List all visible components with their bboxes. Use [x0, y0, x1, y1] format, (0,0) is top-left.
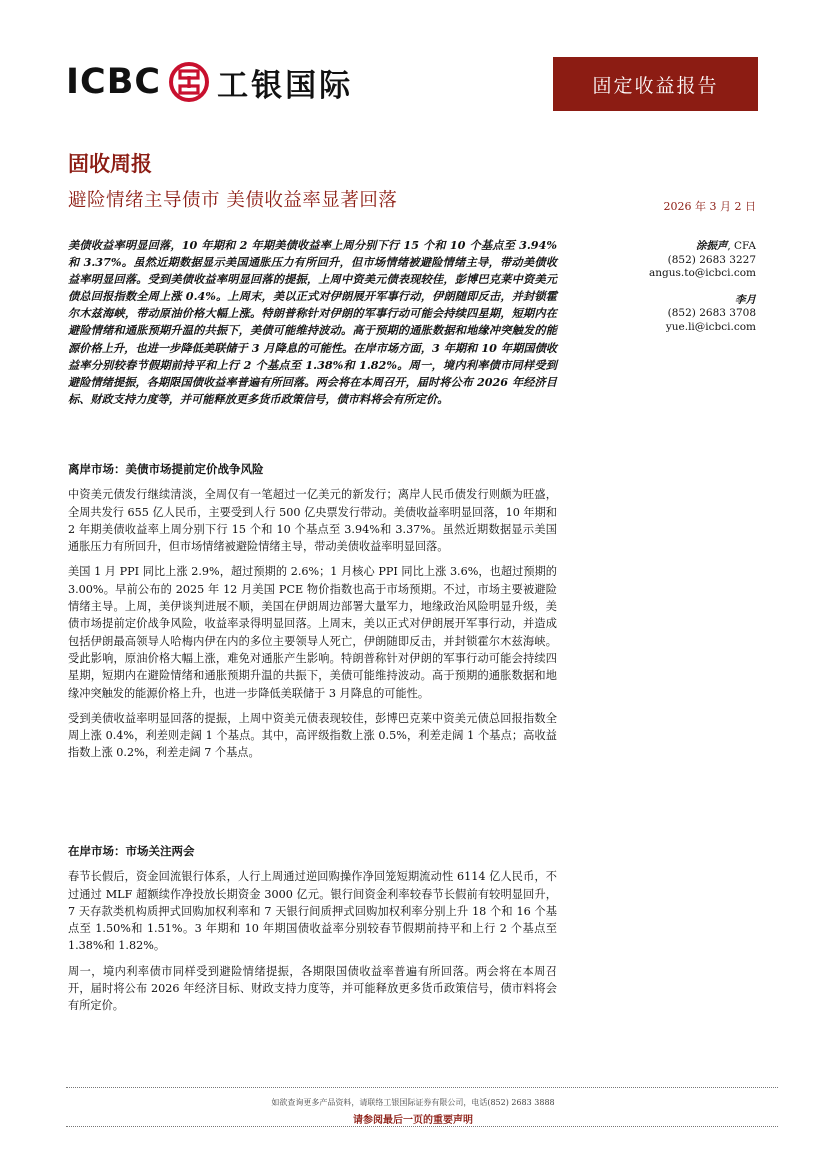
contact-phone: (852) 2683 3227	[667, 253, 756, 266]
analyst-contacts	[649, 240, 756, 347]
footer-disclaimer-link[interactable]: 请参阅最后一页的重要声明	[353, 1115, 473, 1126]
body-paragraph: 周一，境内利率债市同样受到避险情绪提振，各期限国债收益率普遍有所回落。两会将在本周召开，届时将公布 2026 年经济目标、财政支持力度等，并可能释放更多货币政策信号，债市料将会有所定价。	[68, 964, 557, 1013]
body-paragraph: 受到美债收益率明显回落的提振，上周中资美元债表现较佳，彭博巴克莱中资美元债总回报指数全周上涨 0.4%，利差则走阔 1 个基点。其中，高评级指数上涨 0.5%，利差走阔 1 个基点；高收益指数上涨 0.2%，利差走阔 7 个基点。	[68, 711, 557, 760]
body-paragraph: 春节长假后，资金回流银行体系，人行上周通过逆回购操作净回笼短期流动性 6114 亿人民币，不过通过 MLF 超额续作净投放长期资金 3000 亿元。银行间资金利率较春节长假前有较明显回升，7 天存款类机构质押式回购加权利率和 7 天银行间质押式回购加权利率分别上升 18 个和 16 个基点至 1.50%和 1.51%。3 年期和 10 年期国债收益率分别较春节假期前持平和上行 2 个基点至 1.38%和 1.82%。	[68, 870, 557, 953]
logo-text-en: ICBC	[66, 62, 162, 102]
contact-email[interactable]: angus.to@icbci.com	[649, 267, 756, 279]
report-type-badge: 固定收益报告	[553, 57, 758, 111]
footer-contact-info: 如欲查询更多产品资料，请联络工银国际证券有限公司，电话(852) 2683 3888	[271, 1098, 555, 1107]
contact-name: 涂振声	[695, 240, 728, 252]
contact-phone: (852) 2683 3708	[667, 307, 756, 319]
contact-card	[649, 240, 756, 281]
contact-name: 李月	[735, 293, 756, 306]
section-heading: 在岸市场：市场关注两会	[68, 844, 195, 858]
company-logo	[66, 62, 353, 102]
page-subtitle: 避险情绪主导债市 美债收益率显著回落	[68, 190, 398, 211]
section-heading: 离岸市场：美债市场提前定价战争风险	[68, 462, 264, 476]
contact-credential: , CFA	[727, 240, 756, 252]
body-paragraph: 中资美元债发行继续清淡，全周仅有一笔超过一亿美元的新发行；离岸人民币债发行则颇为旺盛，全周共发行 655 亿人民币，主要受到人行 500 亿央票发行带动。美债收益率明显回落，10 年期和 2 年期美债收益率上周分别下行 15 个和 10 个基点至 3.94%和 3.37%。虽然近期数据显示美国通胀压力有所回升，但市场情绪被避险情绪主导，带动美债收益率明显回落。	[68, 488, 557, 554]
contact-card	[649, 294, 756, 335]
icbc-emblem-icon	[169, 62, 209, 102]
logo-text-cn: 工银国际	[217, 67, 354, 104]
body-paragraph: 美国 1 月 PPI 同比上涨 2.9%，超过预期的 2.6%；1 月核心 PPI 同比上涨 3.6%，也超过预期的 3.00%。早前公布的 2025 年 12 月美国 PCE 物价指数也高于市场预期。不过，市场主要被避险情绪主导。上周，美伊谈判进展不顺，美国在伊朗周边部署大量军力，地缘政治风险明显升级，美债市场提前定价战争风险，收益率录得明显回落。上周末，美以正式对伊朗展开军事行动，并造成包括伊朗最高领导人哈梅内伊在内的多位主要领导人死亡，伊朗随即反击，并封锁霍尔木兹海峡。受此影响，原油价格大幅上涨，难免对通胀产生影响。特朗普称针对伊朗的军事行动可能会持续四星期，短期内在避险情绪和通胀预期升温的共振下，美债可能维持波动。高于预期的通胀数据和地缘冲突触发的能源价格上升，也进一步降低美联储于 3 月降息的可能性。	[68, 565, 557, 700]
report-date: 2026 年 3 月 2 日	[663, 200, 756, 213]
offshore-section	[68, 461, 557, 770]
footer-divider	[66, 1126, 778, 1127]
footer-divider	[66, 1087, 778, 1088]
onshore-section	[68, 843, 557, 1023]
contact-email[interactable]: yue.li@icbci.com	[665, 320, 756, 333]
summary-paragraph: 美债收益率明显回落，10 年期和 2 年期美债收益率上周分别下行 15 个和 10 个基点至 3.94%和 3.37%。虽然近期数据显示美国通胀压力有所回升，但市场情绪被避险情绪主导，带动美债收益率明显回落。受到美债收益率明显回落的提振，上周中资美元债表现较佳，彭博巴克莱中资美元债总回报指数全周上涨 0.4%。上周末，美以正式对伊朗展开军事行动，伊朗随即反击，并封锁霍尔木兹海峡，带动原油价格大幅上涨。特朗普称针对伊朗的军事行动可能会持续四星期，短期内在避险情绪和通胀预期升温的共振下，美债可能维持波动。高于预期的通胀数据和地缘冲突触发的能源价格上升，也进一步降低美联储于 3 月降息的可能性。在岸市场方面，3 年期和 10 年期国债收益率分别较春节假期前持平和上行 2 个基点至 1.38%和 1.82%。周一，境内利率债市同样受到避险情绪提振，各期限国债收益率普遍有所回落。两会将在本周召开，届时将公布 2026 年经济目标、财政支持力度等，并可能释放更多货币政策信号，债市料将会有所定价。	[68, 238, 557, 406]
page-title: 固收周报	[68, 152, 152, 176]
